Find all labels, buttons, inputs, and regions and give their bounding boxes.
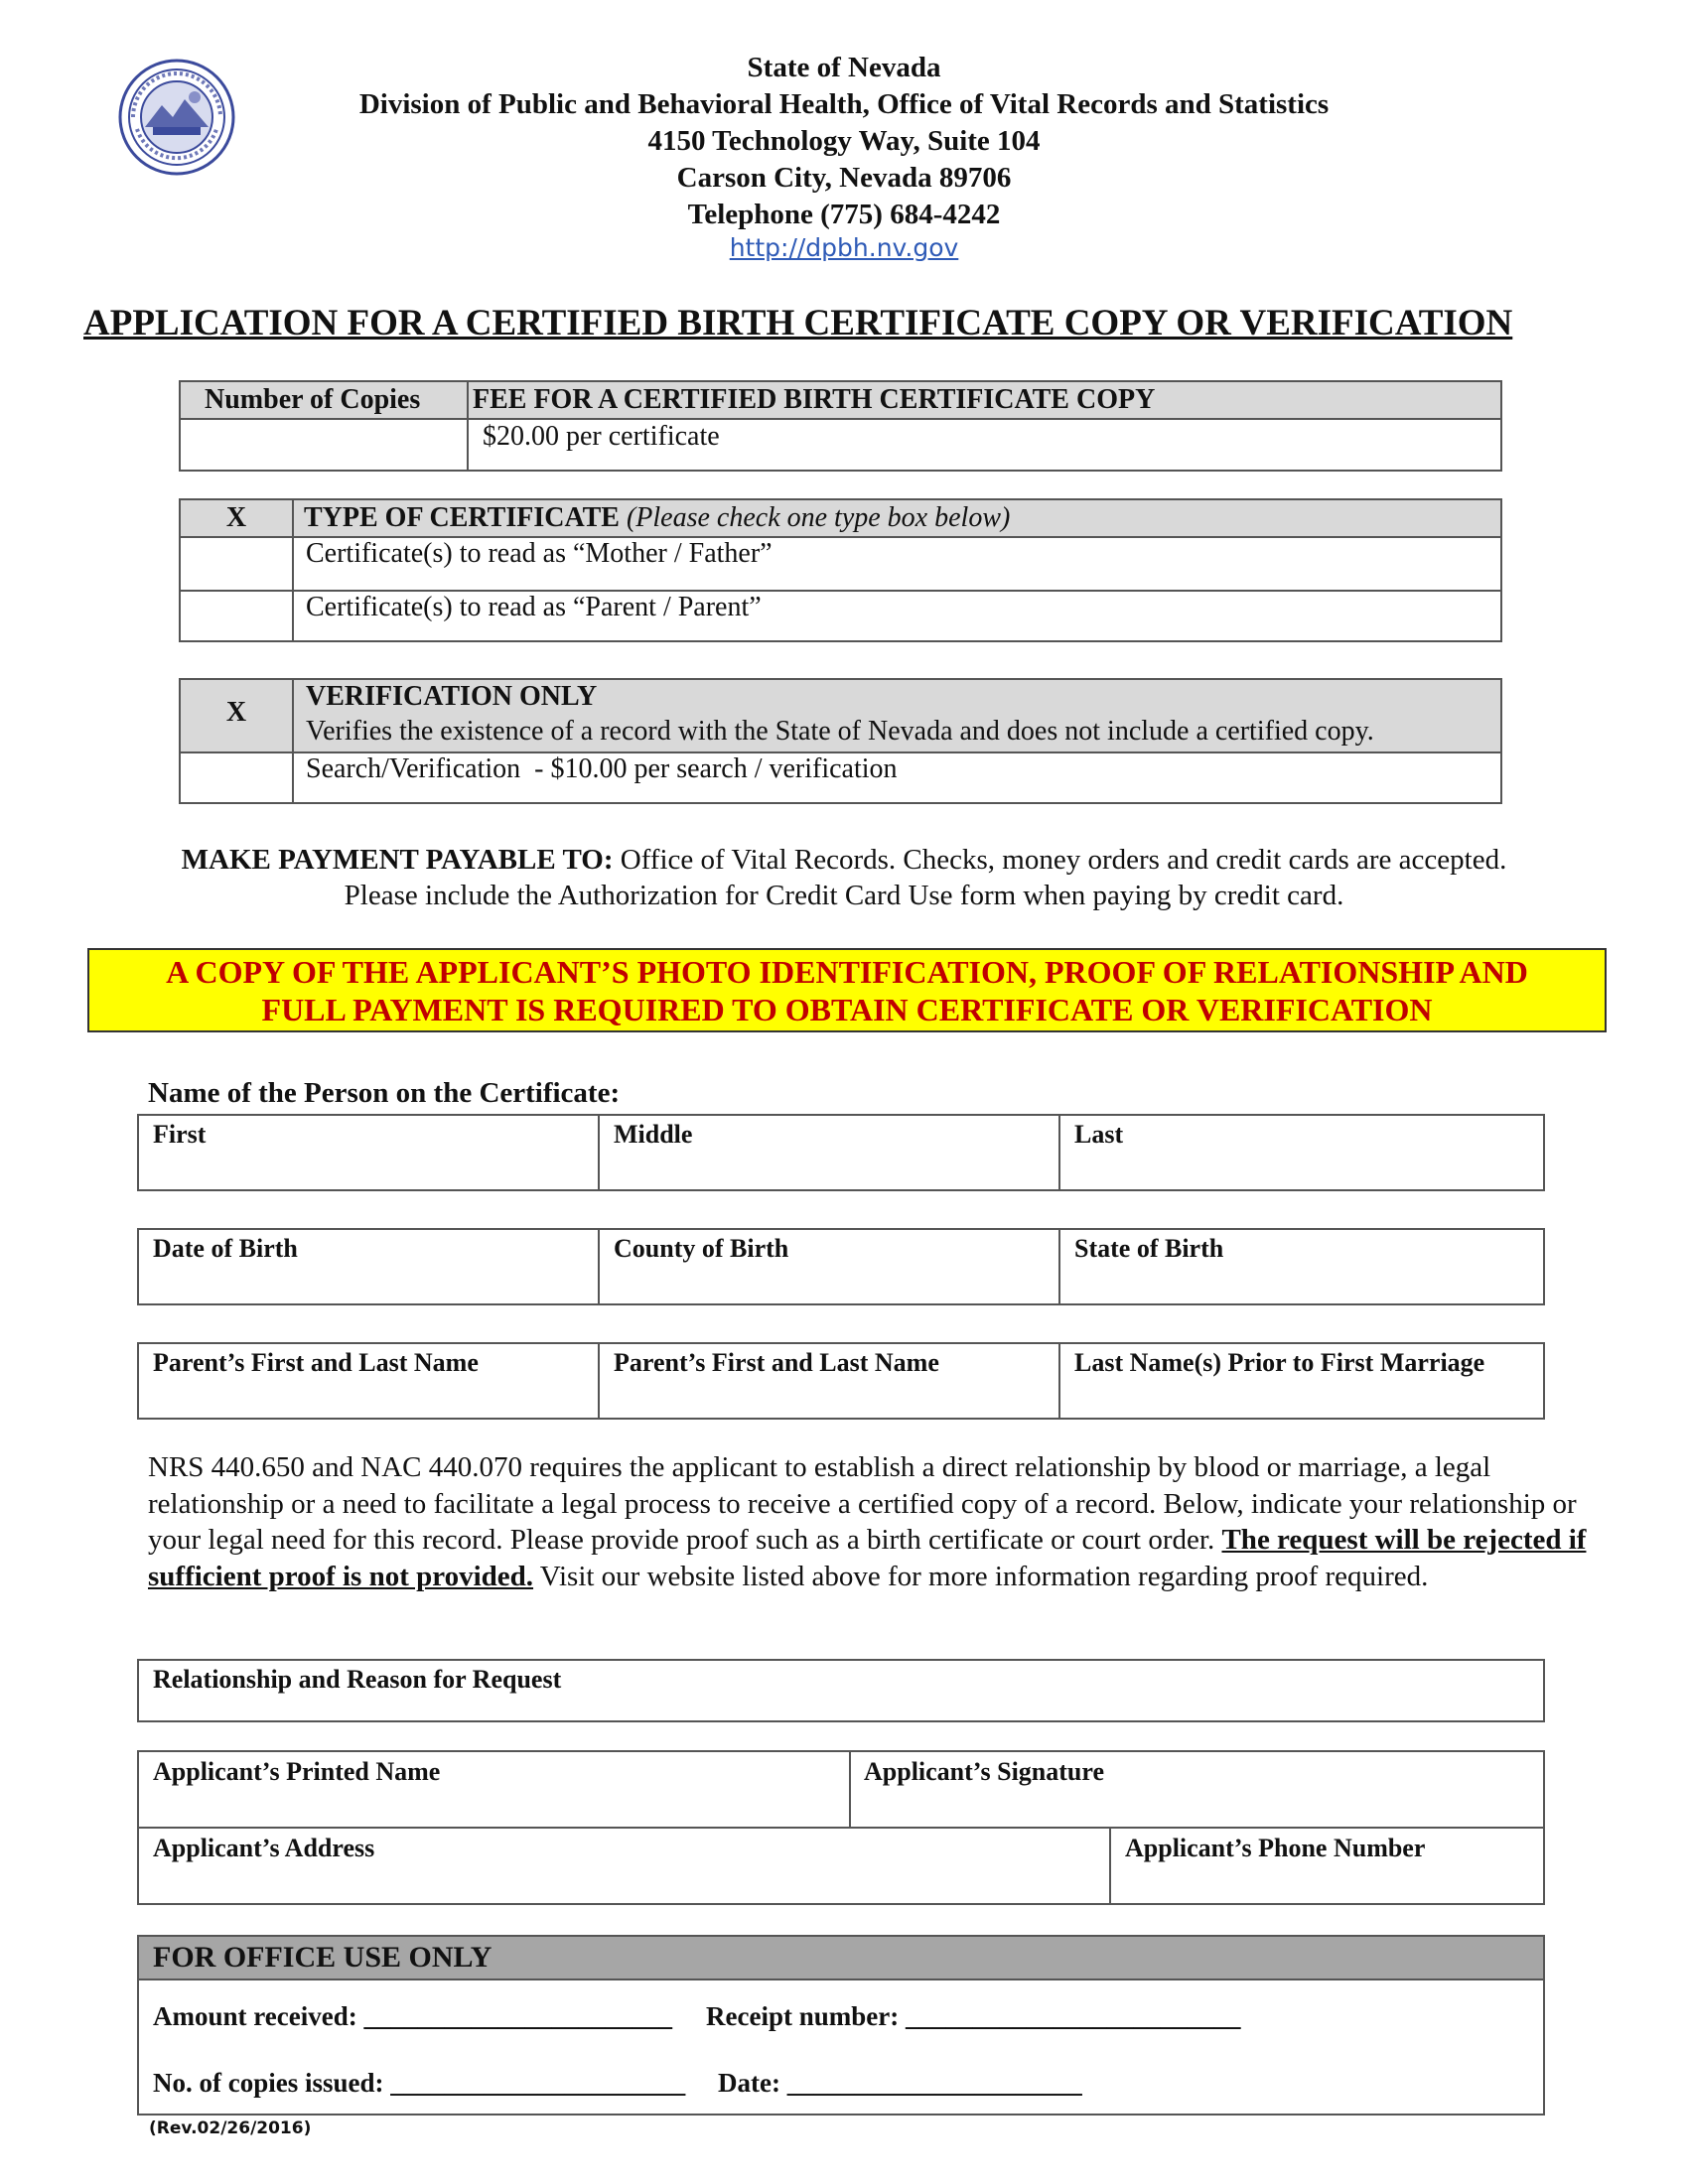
address-field[interactable] [139, 1829, 1109, 1903]
verification-description: Verifies the existence of a record with the State of Nevada and does not include a certified copy. [306, 716, 1374, 747]
nrs-paragraph [148, 1449, 1598, 1594]
parent2-name-label: Parent’s First and Last Name [614, 1348, 939, 1377]
header-address2: Carson City, Nevada 89706 [676, 162, 1012, 194]
type-header [304, 502, 1010, 534]
parent-parent-label: Certificate(s) to read as “Parent / Parent” [306, 592, 762, 622]
type-of-certificate-table [179, 498, 1502, 642]
fee-table [179, 380, 1502, 472]
printed-name-label: Applicant’s Printed Name [153, 1757, 441, 1786]
website-link[interactable]: http://dpbh.nv.gov [729, 233, 959, 262]
header-telephone: Telephone (775) 684-4242 [687, 199, 1001, 230]
copies-issued-field[interactable]: No. of copies issued: ______________________ [153, 2068, 686, 2098]
type-header-bold: TYPE OF CERTIFICATE [304, 502, 620, 533]
relationship-box[interactable] [137, 1659, 1545, 1722]
state-of-birth-label: State of Birth [1074, 1234, 1224, 1263]
verification-mark-header: X [225, 697, 247, 728]
payment-line2: Please include the Authorization for Credit Card Use form when paying by credit card. [344, 880, 1344, 911]
receipt-number-field[interactable]: Receipt number: _________________________ [706, 2001, 1241, 2031]
signature-field[interactable] [851, 1752, 1543, 1827]
first-name-label: First [153, 1120, 207, 1149]
number-of-copies-input[interactable] [181, 420, 467, 470]
printed-name-field[interactable] [139, 1752, 849, 1827]
state-of-birth-field[interactable] [1060, 1230, 1543, 1303]
last-name-field[interactable] [1060, 1116, 1543, 1189]
date-of-birth-field[interactable] [139, 1230, 598, 1303]
nrs-text1: NRS 440.650 and NAC 440.070 requires the applicant to establish a direct relationship by blood or marriage, a legal relationship or a need to facilitate a legal process to receive a certified copy of a record. Below, indicate your relationship or your legal need for this record. Please provide proof such as a birth certificate or court order. [148, 1451, 1577, 1556]
verification-header: VERIFICATION ONLY [306, 681, 598, 712]
county-of-birth-label: County of Birth [614, 1234, 789, 1263]
prior-names-label: Last Name(s) Prior to First Marriage [1074, 1348, 1485, 1377]
office-use-box [137, 1935, 1545, 2116]
payment-label: MAKE PAYMENT PAYABLE TO: [181, 844, 614, 876]
birth-row [137, 1228, 1545, 1305]
payment-line1 [0, 842, 1688, 878]
parents-row [137, 1342, 1545, 1420]
date-field[interactable]: Date: ______________________ [718, 2068, 1082, 2098]
header-address1: 4150 Technology Way, Suite 104 [647, 125, 1041, 157]
number-of-copies-header: Number of Copies [205, 384, 421, 415]
applicant-box [137, 1750, 1545, 1905]
phone-field[interactable] [1111, 1829, 1543, 1903]
requirement-notice [87, 948, 1607, 1032]
parent-parent-checkbox[interactable] [181, 592, 292, 640]
header-state: State of Nevada [747, 52, 941, 83]
amount-received-field[interactable]: Amount received: _______________________ [153, 2001, 672, 2031]
county-of-birth-field[interactable] [600, 1230, 1058, 1303]
fee-text: $20.00 per certificate [483, 421, 720, 452]
notice-line2: FULL PAYMENT IS REQUIRED TO OBTAIN CERTIFICATE OR VERIFICATION [261, 992, 1433, 1027]
office-use-header: FOR OFFICE USE ONLY [153, 1941, 492, 1974]
notice-line1: A COPY OF THE APPLICANT’S PHOTO IDENTIFICATION, PROOF OF RELATIONSHIP AND [166, 954, 1528, 990]
prior-names-field[interactable] [1060, 1344, 1543, 1418]
first-name-field[interactable] [139, 1116, 598, 1189]
last-name-label: Last [1074, 1120, 1124, 1149]
type-mark-header: X [225, 502, 247, 533]
parent2-name-field[interactable] [600, 1344, 1058, 1418]
nrs-text2: Visit our website listed above for more information regarding proof required. [533, 1560, 1429, 1592]
page-title: APPLICATION FOR A CERTIFIED BIRTH CERTIFICATE COPY OR VERIFICATION [83, 303, 1513, 343]
middle-name-label: Middle [614, 1120, 693, 1149]
fee-header: FEE FOR A CERTIFIED BIRTH CERTIFICATE COPY [473, 384, 1156, 415]
mother-father-label: Certificate(s) to read as “Mother / Father” [306, 538, 773, 569]
phone-label: Applicant’s Phone Number [1125, 1834, 1426, 1862]
name-row [137, 1114, 1545, 1191]
search-verification-checkbox[interactable] [181, 753, 292, 802]
address-label: Applicant’s Address [153, 1834, 375, 1862]
nrs-warning: The request will be rejected if sufficient proof is not provided. [148, 1524, 1587, 1592]
mother-father-checkbox[interactable] [181, 538, 292, 590]
search-verification-label: Search/Verification - $10.00 per search / verification [306, 753, 898, 784]
person-section-label: Name of the Person on the Certificate: [148, 1077, 621, 1109]
payment-text: Office of Vital Records. Checks, money orders and credit cards are accepted. [613, 844, 1507, 876]
date-of-birth-label: Date of Birth [153, 1234, 298, 1263]
header-division: Division of Public and Behavioral Health, Office of Vital Records and Statistics [358, 88, 1330, 120]
middle-name-field[interactable] [600, 1116, 1058, 1189]
revision-date: (Rev.02/26/2016) [149, 2118, 312, 2138]
verification-table [179, 678, 1502, 804]
signature-label: Applicant’s Signature [864, 1757, 1104, 1786]
parent1-name-label: Parent’s First and Last Name [153, 1348, 479, 1377]
relationship-label: Relationship and Reason for Request [153, 1665, 562, 1694]
type-header-italic: (Please check one type box below) [626, 502, 1011, 533]
parent1-name-field[interactable] [139, 1344, 598, 1418]
